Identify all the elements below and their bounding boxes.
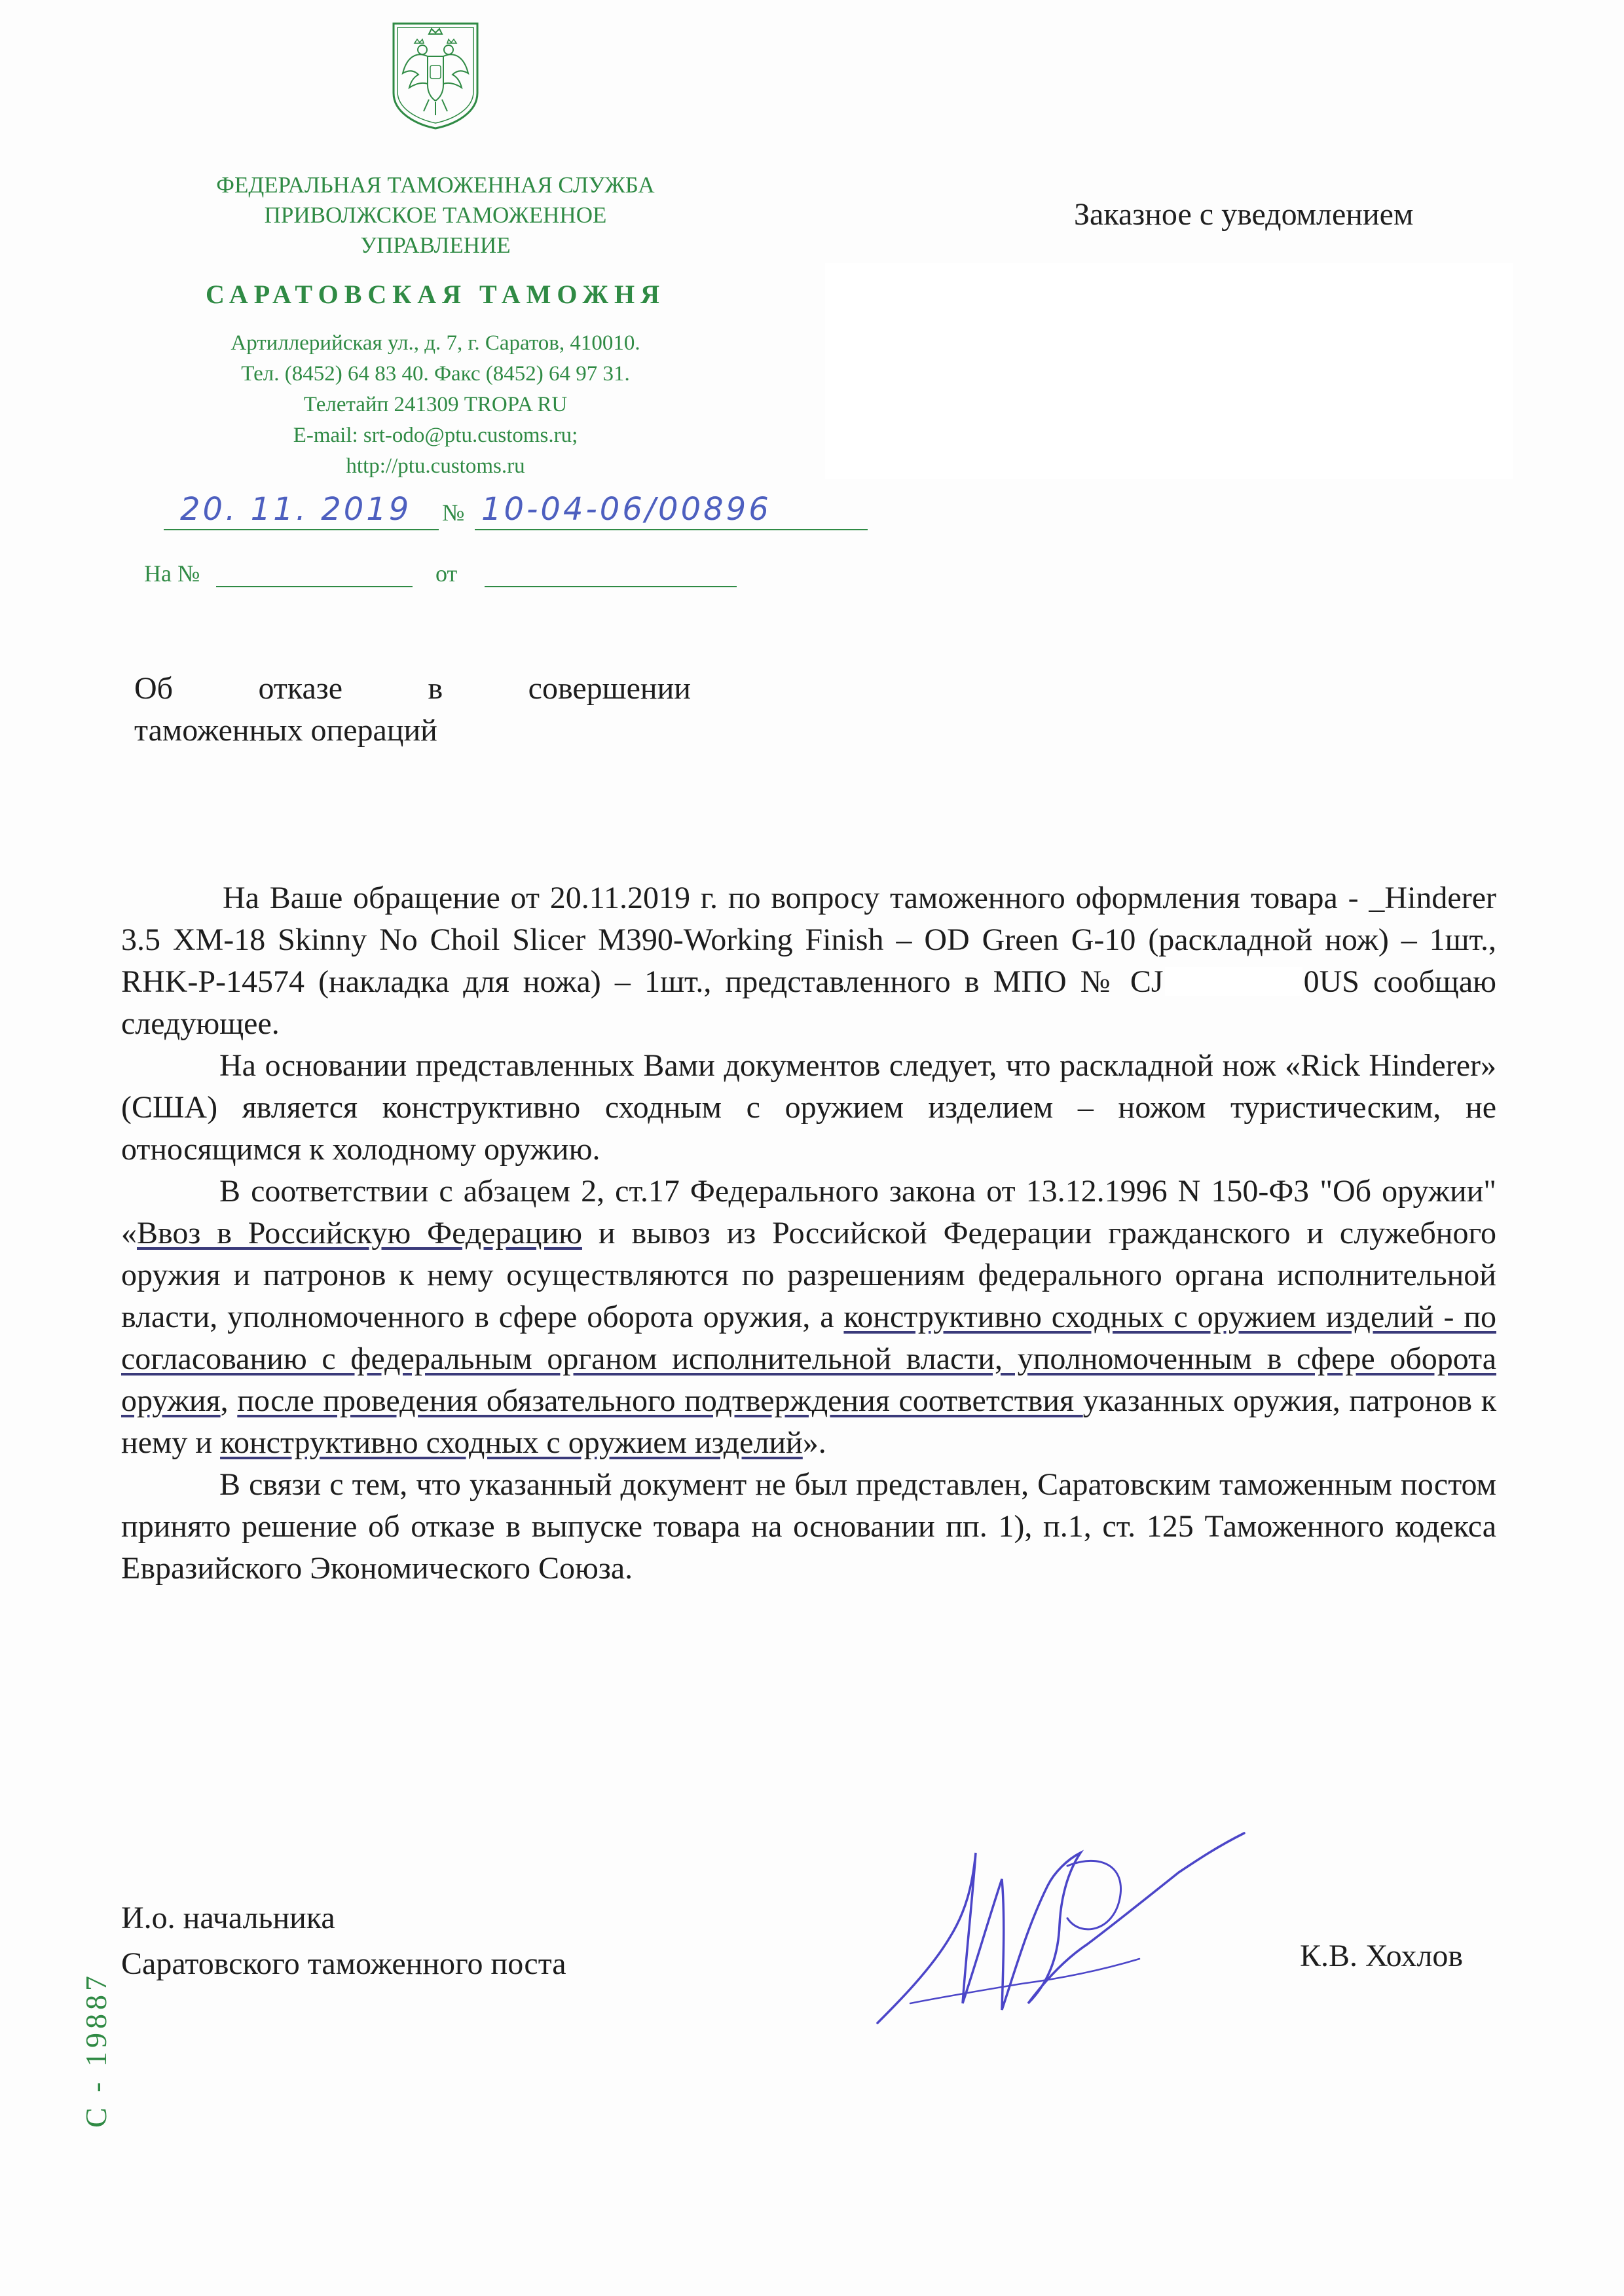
subject-word: отказе bbox=[258, 671, 343, 706]
subject-word: совершении bbox=[528, 671, 691, 706]
redacted-tracking-number bbox=[1165, 967, 1302, 996]
subject bbox=[134, 668, 691, 752]
signatory-title bbox=[121, 1895, 566, 1987]
signatory-title-line1: И.о. начальника bbox=[121, 1901, 335, 1935]
registration-number-label: № bbox=[442, 500, 465, 526]
paragraph-legal-basis bbox=[121, 1171, 1496, 1464]
subject-line2: таможенных операций bbox=[134, 713, 437, 748]
registration-date: 20. 11. 2019 bbox=[180, 491, 412, 528]
handwritten-signature-icon bbox=[851, 1807, 1257, 2043]
russian-coat-of-arms-icon bbox=[390, 20, 481, 131]
paragraph-request-tail: 0US сообщаю следующее. bbox=[121, 964, 1496, 1041]
form-code: С - 19887 bbox=[79, 1972, 113, 2128]
law-text: ». bbox=[802, 1425, 826, 1460]
law-text: указанных оружия, патронов к нему и bbox=[121, 1383, 1497, 1460]
org-name-line1: ФЕДЕРАЛЬНАЯ ТАМОЖЕННАЯ СЛУЖБА bbox=[216, 172, 655, 198]
org-name-line2: ПРИВОЛЖСКОЕ ТАМОЖЕННОЕ bbox=[264, 202, 607, 228]
registration-row bbox=[144, 491, 771, 537]
redacted-addressee bbox=[825, 263, 1513, 479]
reply-date-label: от bbox=[435, 560, 458, 587]
underlined-phrase: конструктивно сходных с оружием изделий - по согласованию с федеральным органом исполнительной власти, уполномоченным в сфере оборота оружия bbox=[121, 1300, 1497, 1418]
subject-line1 bbox=[134, 668, 691, 710]
underlined-phrase: конструктивно сходных с оружием изделий bbox=[220, 1425, 803, 1460]
underlined-phrase: Ввоз в Российскую Федерацию bbox=[137, 1216, 583, 1250]
subject-word: Об bbox=[134, 671, 174, 706]
delivery-note: Заказное с уведомлением bbox=[1074, 197, 1414, 232]
subject-word: в bbox=[428, 671, 443, 706]
website: http://ptu.customs.ru bbox=[346, 454, 525, 478]
reply-number-blank bbox=[216, 586, 413, 587]
signatory-title-line2: Саратовского таможенного поста bbox=[121, 1946, 566, 1981]
org-name-line3: УПРАВЛЕНИЕ bbox=[360, 232, 511, 258]
paragraph-request bbox=[121, 877, 1496, 1045]
address: Артиллерийская ул., д. 7, г. Саратов, 410010. bbox=[231, 331, 640, 355]
reply-date-blank bbox=[485, 586, 737, 587]
registration-date-field bbox=[164, 491, 439, 530]
customs-name: САРАТОВСКАЯ ТАМОЖНЯ bbox=[205, 280, 666, 309]
law-text: и вывоз из Российской Федерации гражданского и служебного оружия и патронов к нему осуществляются по разрешениям федерального органа исполнительной власти, уполномоченного в сфере оборота оружия, а bbox=[121, 1216, 1496, 1334]
phone-fax: Тел. (8452) 64 83 40. Факс (8452) 64 97 31. bbox=[241, 362, 630, 386]
paragraph-request-text: На Ваше обращение от 20.11.2019 г. по вопросу таможенного оформления товара - _Hinderer 3.5 XM-18 Skinny No Choil Slicer M390-Working Finish – OD Green G-10 (раскладной нож) – 1шт., RHK-P-14574 (накладка для ножа) – 1шт., представленного в МПО № CJ bbox=[121, 881, 1496, 999]
underlined-phrase: после проведения обязательного подтверждения соответствия bbox=[237, 1383, 1083, 1418]
teletype: Телетайп 241309 TROPA RU bbox=[303, 393, 568, 416]
registration-number-field bbox=[475, 491, 868, 530]
reply-number-label: На № bbox=[144, 560, 200, 587]
letter-body bbox=[121, 877, 1496, 1590]
reply-reference-row bbox=[144, 560, 733, 592]
registration-number: 10-04-06/00896 bbox=[481, 491, 771, 528]
law-citation: В соответствии с абзацем 2, ст.17 Федерального закона от 13.12.1996 N 150-ФЗ "Об оружии" « bbox=[121, 1174, 1496, 1250]
paragraph-decision: В связи с тем, что указанный документ не был представлен, Саратовским таможенным постом принято решение об отказе в выпуске товара на основании пп. 1), п.1, ст. 125 Таможенного кодекса Евразийского Экономического Союза. bbox=[121, 1467, 1496, 1586]
email: E-mail: srt-odo@ptu.customs.ru; bbox=[293, 424, 578, 447]
letterhead bbox=[164, 20, 707, 482]
paragraph-assessment: На основании представленных Вами документов следует, что раскладной нож «Rick Hinderer» (США) является конструктивно сходным с оружием изделием – ножом туристическим, не относящимся к холодному оружию. bbox=[121, 1048, 1496, 1167]
law-text: , bbox=[220, 1383, 238, 1418]
signatory-name: К.В. Хохлов bbox=[1300, 1939, 1464, 1973]
